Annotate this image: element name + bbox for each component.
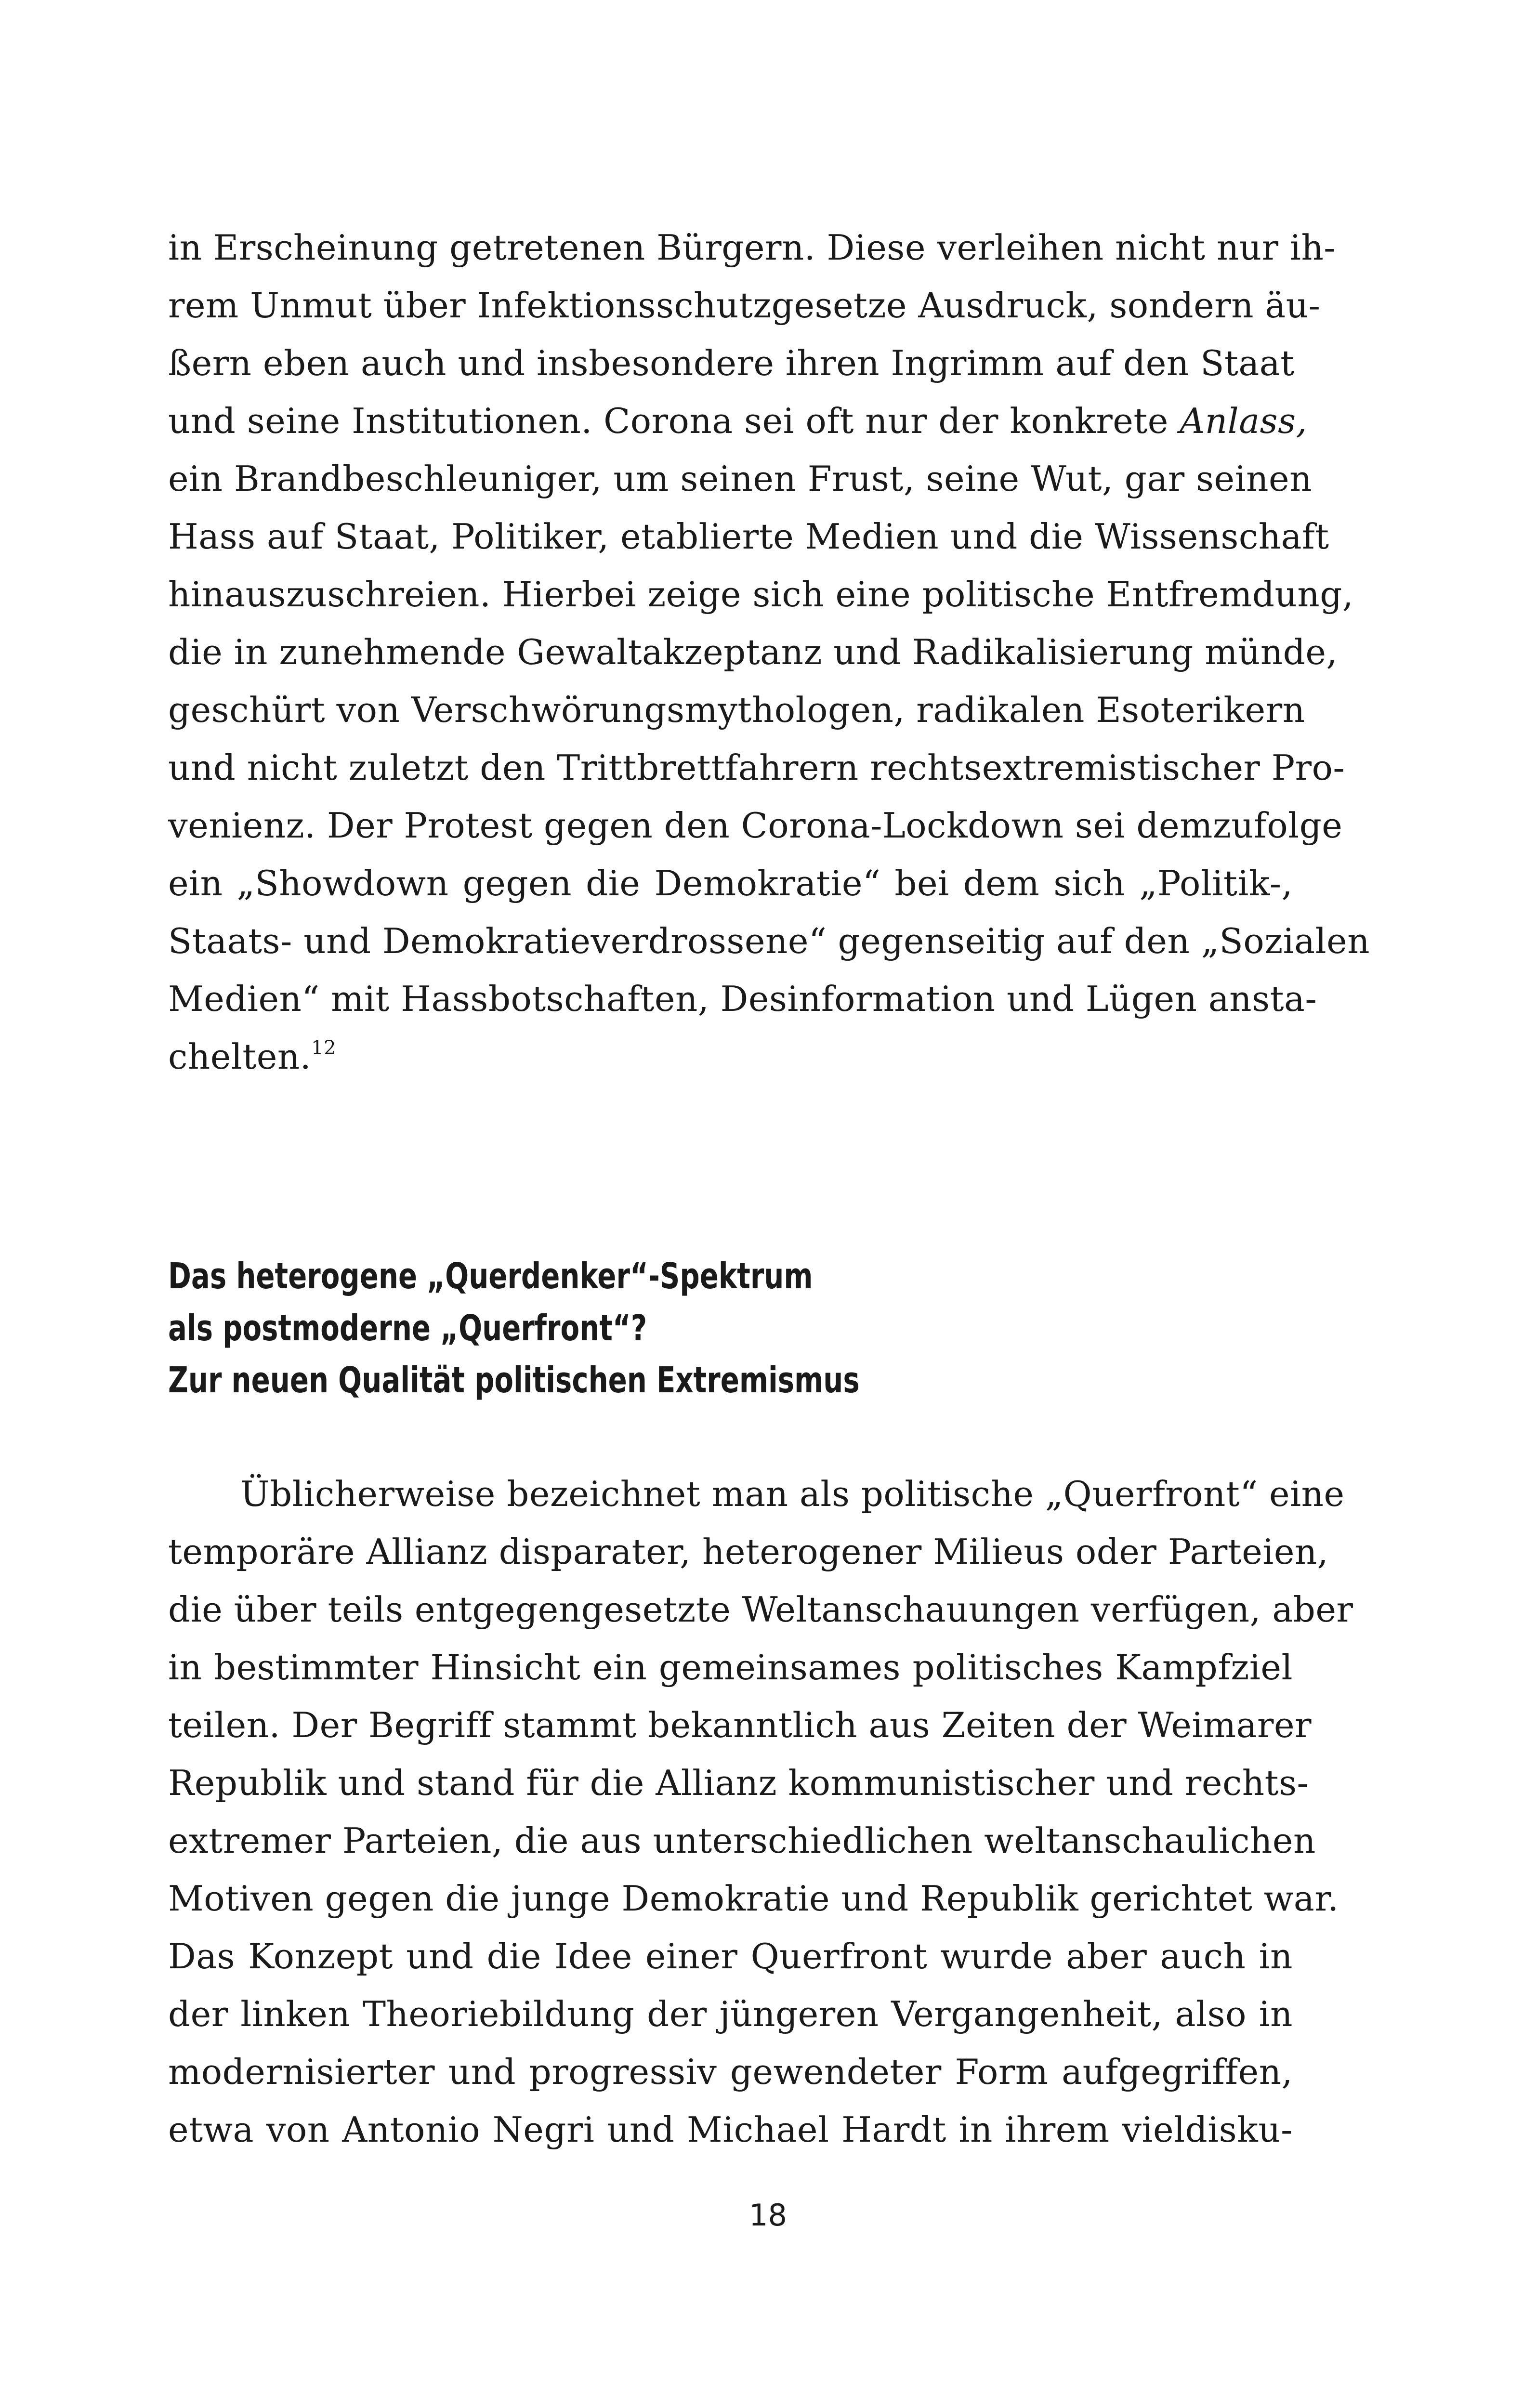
page-number: 18 — [749, 2198, 787, 2233]
text-line: in bestimmter Hinsicht ein gemeinsames politisches Kampfziel — [168, 1647, 1293, 1688]
text-line: Medien“ mit Hassbotschaften, Desinformation und Lügen ansta- — [168, 979, 1317, 1019]
text-line: rem Unmut über Infektionsschutzgesetze Ausdruck, sondern äu- — [168, 285, 1321, 326]
text-line: etwa von Antonio Negri und Michael Hardt in ihrem vieldisku- — [168, 2109, 1293, 2150]
heading-line: Zur neuen Qualität politischen Extremismus — [168, 1360, 860, 1401]
text-line: der linken Theoriebildung der jüngeren Vergangenheit, also in — [168, 1994, 1293, 2034]
text-line: ßern eben auch und insbesondere ihren Ingrimm auf den Staat — [168, 343, 1295, 383]
text-line: Motiven gegen die junge Demokratie und Republik gerichtet war. — [168, 1878, 1339, 1919]
text-line: in Erscheinung getretenen Bürgern. Diese verleihen nicht nur ih- — [168, 227, 1336, 268]
text-line: temporäre Allianz disparater, heterogener Milieus oder Parteien, — [168, 1531, 1329, 1572]
text-line: Das Konzept und die Idee einer Querfront wurde aber auch in — [168, 1936, 1293, 1976]
text-line: hinauszuschreien. Hierbei zeige sich eine politische Entfremdung, — [168, 574, 1354, 615]
footnote-marker[interactable]: 12 — [311, 1037, 337, 1059]
text-line: teilen. Der Begriff stammt bekanntlich aus Zeiten der Weimarer — [168, 1705, 1312, 1745]
text-line: die in zunehmende Gewaltakzeptanz und Radikalisierung münde, — [168, 632, 1338, 672]
text-line: ein Brandbeschleuniger, um seinen Frust, seine Wut, gar seinen — [168, 458, 1312, 499]
text-line: und nicht zuletzt den Trittbrettfahrern rechtsextremistischer Pro- — [168, 747, 1345, 788]
text-line: extremer Parteien, die aus unterschiedlichen weltanschaulichen — [168, 1820, 1316, 1861]
text-line: Hass auf Staat, Politiker, etablierte Medien und die Wissenschaft — [168, 516, 1329, 557]
heading-line: als postmoderne „Querfront“? — [168, 1308, 647, 1349]
text-segment: chelten. — [168, 1036, 312, 1077]
text-line: die über teils entgegengesetzte Weltanschauungen verfügen, aber — [168, 1589, 1353, 1630]
italic-term: Anlass, — [1180, 401, 1307, 441]
text-line: Staats- und Demokratieverdrossene“ gegenseitig auf den „Sozialen — [168, 921, 1370, 961]
text-line: venienz. Der Protest gegen den Corona-Lockdown sei demzufolge — [168, 805, 1343, 846]
text-line — [168, 1028, 1293, 1086]
text-line: modernisierter und progressiv gewendeter Form aufgegriffen, — [168, 2052, 1293, 2092]
text-line — [168, 392, 1307, 450]
text-line: Üblicherweise bezeichnet man als politische „Querfront“ eine — [240, 1474, 1345, 1514]
text-line: Republik und stand für die Allianz kommunistischer und rechts- — [168, 1763, 1309, 1803]
heading-line: Das heterogene „Querdenker“-Spektrum — [168, 1256, 813, 1297]
text-line: ein „Showdown gegen die Demokratie“ bei dem sich „Politik-, — [168, 863, 1293, 903]
text-line: geschürt von Verschwörungsmythologen, radikalen Esoterikern — [168, 690, 1305, 730]
text-segment: und seine Institutionen. Corona sei oft nur der konkrete — [168, 401, 1180, 441]
